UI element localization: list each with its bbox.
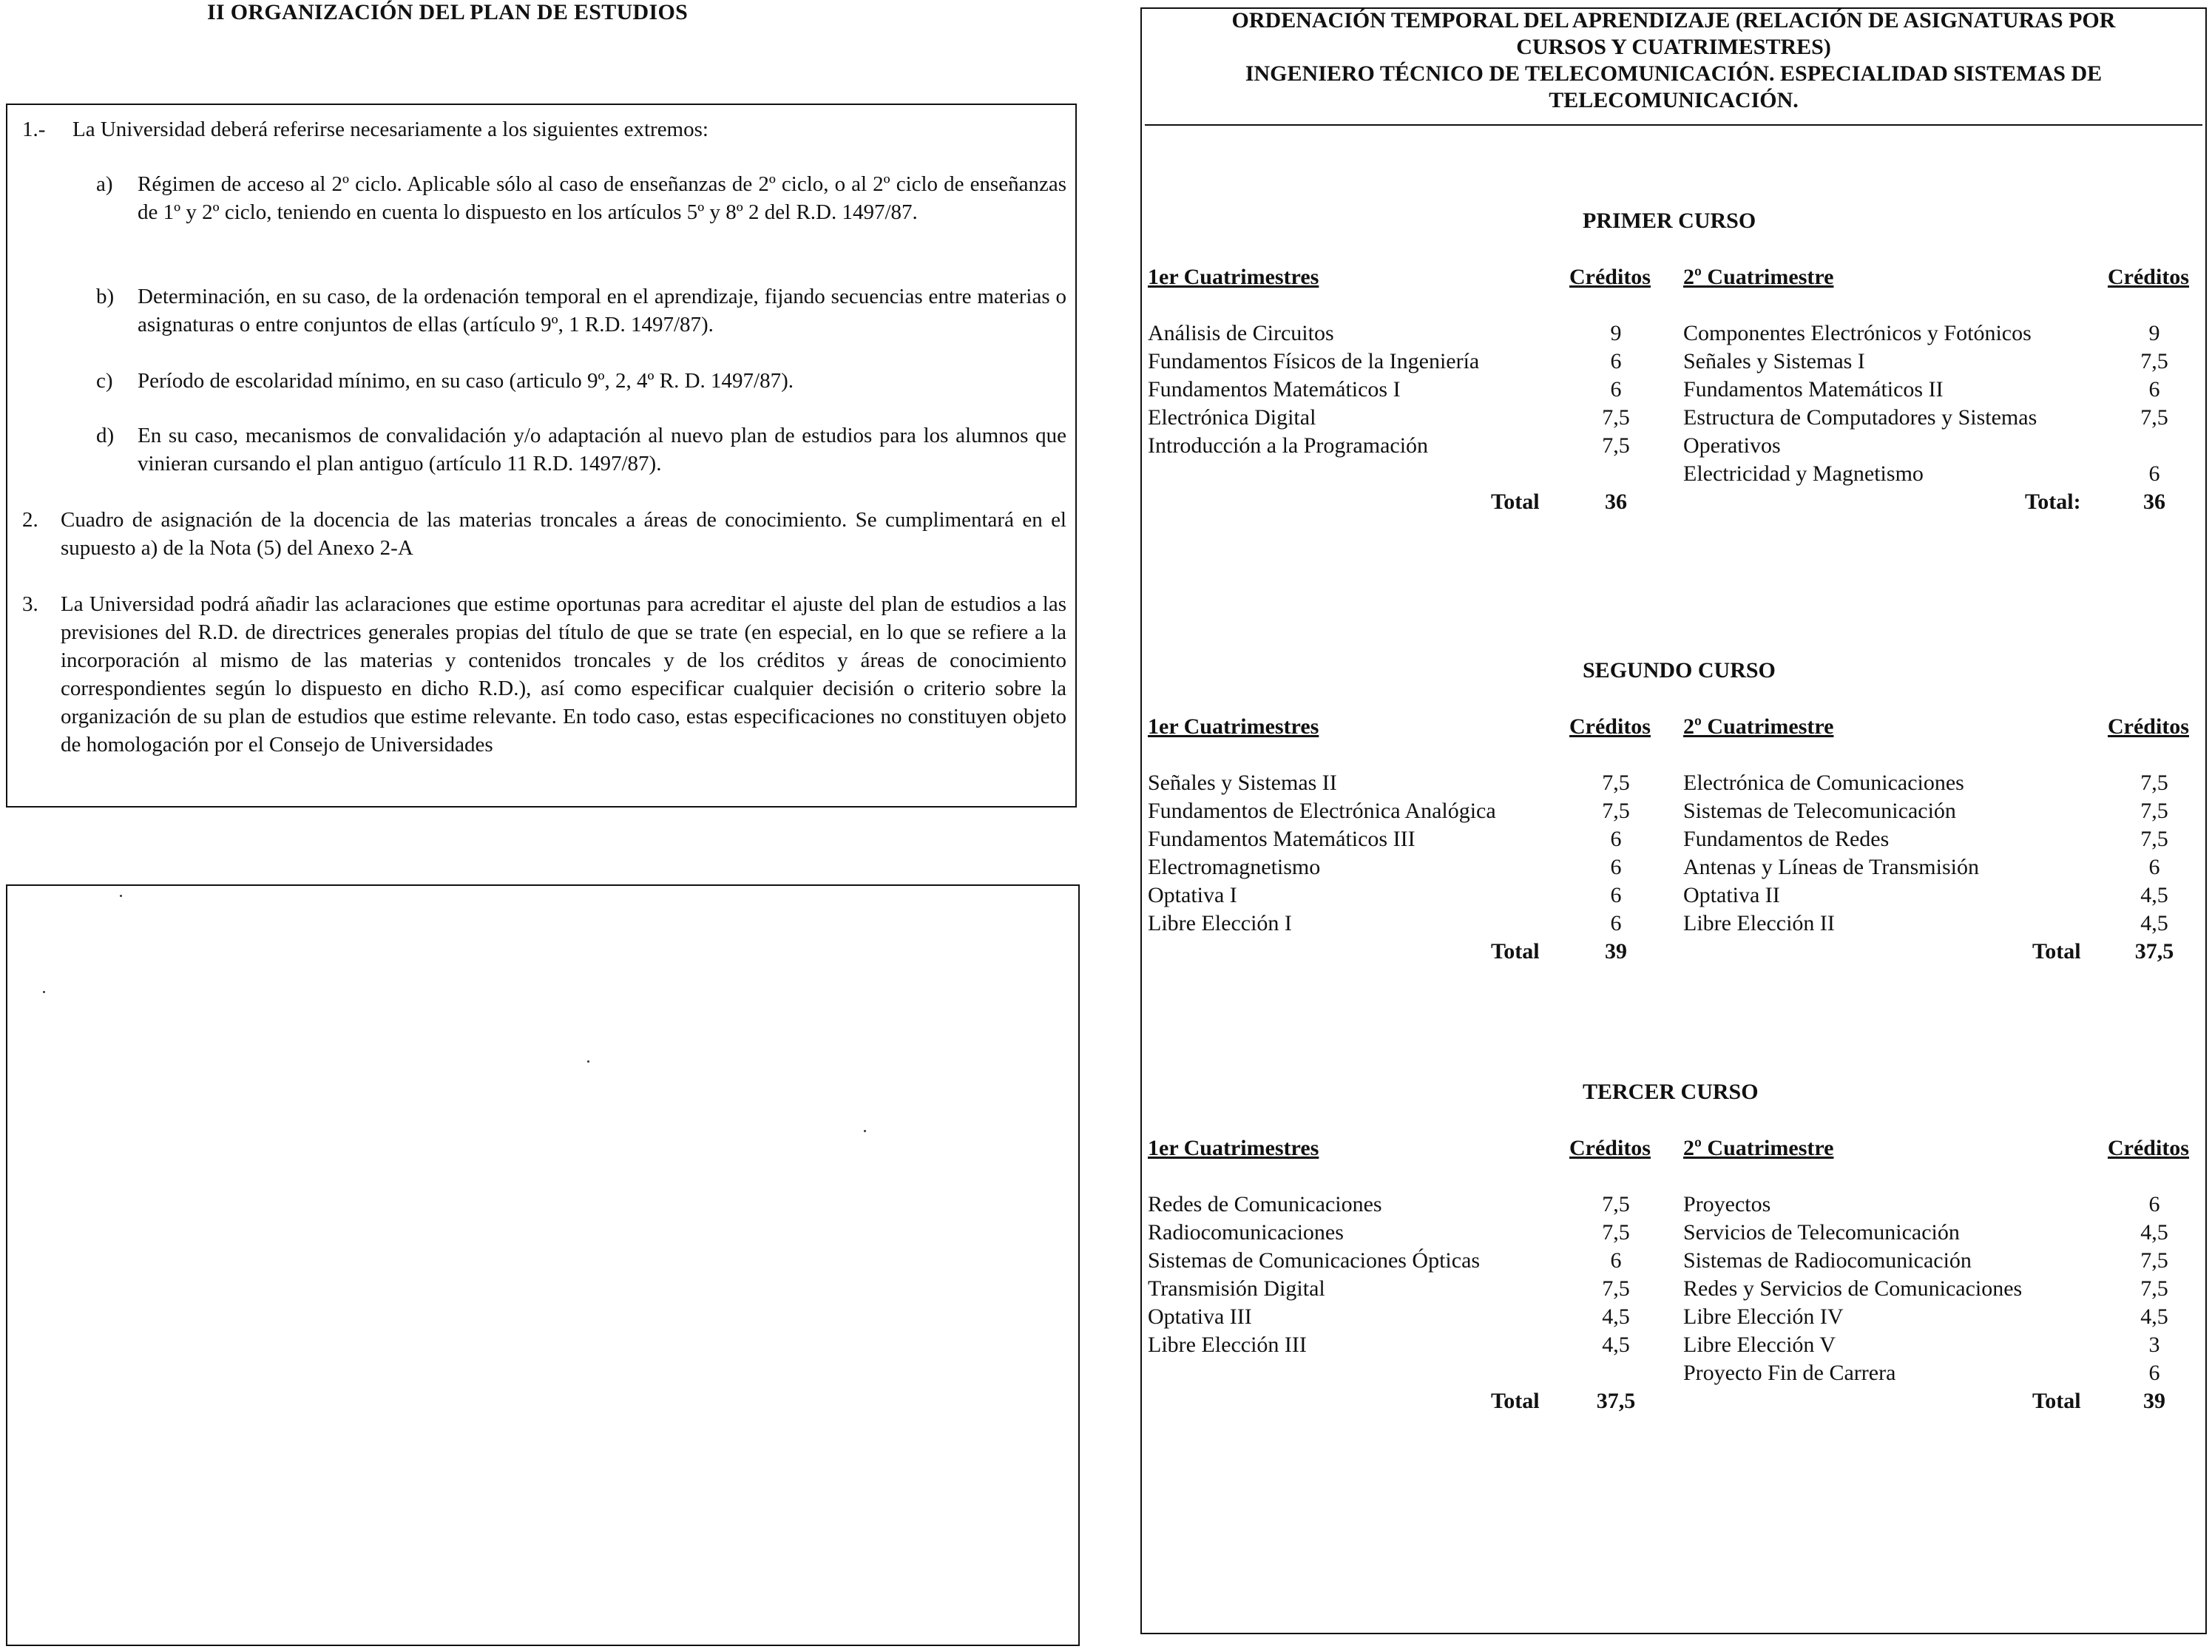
subject-credits: 4,5 xyxy=(1602,1333,1630,1357)
total-value: 39 xyxy=(1605,939,1627,964)
subject-name: Libre Elección II xyxy=(1683,911,1835,935)
subject-name: Fundamentos Matemáticos III xyxy=(1148,827,1416,851)
subject-credits: 6 xyxy=(2148,377,2160,402)
subject-name: Electrónica Digital xyxy=(1148,405,1316,430)
column-header-credits: Créditos xyxy=(1569,1136,1651,1160)
column-header-second-term: 2º Cuatrimestre xyxy=(1683,714,1834,739)
subject-credits: 4,5 xyxy=(2140,883,2168,907)
divider xyxy=(1145,124,2202,126)
subject-name: Fundamentos de Redes xyxy=(1683,827,1890,851)
subject-name: Sistemas de Radiocomunicación xyxy=(1683,1248,1972,1273)
subject-credits: 6 xyxy=(1610,377,1622,402)
subject-credits: 4,5 xyxy=(2140,911,2168,935)
subject-name: Análisis de Circuitos xyxy=(1148,321,1334,345)
total-value: 36 xyxy=(2143,490,2165,514)
column-header-first-term: 1er Cuatrimestres xyxy=(1148,1136,1319,1160)
subject-name: Fundamentos Matemáticos I xyxy=(1148,377,1401,402)
total-value: 37,5 xyxy=(2134,939,2174,964)
column-header-first-term: 1er Cuatrimestres xyxy=(1148,265,1319,289)
header-line-2: CURSOS Y CUATRIMESTRES) xyxy=(1516,35,1831,59)
item-1-number: 1.- xyxy=(22,118,46,141)
subject-credits: 7,5 xyxy=(2140,799,2168,823)
subject-credits: 6 xyxy=(2148,1192,2160,1216)
subject-credits: 7,5 xyxy=(1602,1276,1630,1301)
subject-credits: 4,5 xyxy=(1602,1304,1630,1329)
column-header-credits: Créditos xyxy=(2108,1136,2189,1160)
column-header-second-term: 2º Cuatrimestre xyxy=(1683,265,1834,289)
column-header-credits: Créditos xyxy=(2108,265,2189,289)
year-title: TERCER CURSO xyxy=(1583,1080,1759,1104)
schedule-header xyxy=(1140,7,2207,114)
subject-name: Fundamentos de Electrónica Analógica xyxy=(1148,799,1496,823)
subject-credits: 6 xyxy=(2148,855,2160,879)
speck xyxy=(43,991,45,993)
subject-credits: 7,5 xyxy=(2140,827,2168,851)
item-d-text: En su caso, mecanismos de convalidación y/o adaptación al nuevo plan de estudios para los alumnos que vinieran cursando el plan antiguo (artículo 11 R.D. 1497/87). xyxy=(138,424,1066,475)
subject-name: Proyecto Fin de Carrera xyxy=(1683,1361,1896,1385)
subject-credits: 6 xyxy=(1610,855,1622,879)
instructions-box xyxy=(6,104,1077,808)
subject-credits: 6 xyxy=(2148,1361,2160,1385)
total-value: 39 xyxy=(2143,1389,2165,1413)
header-line-4: TELECOMUNICACIÓN. xyxy=(1549,88,1799,112)
subject-credits: 6 xyxy=(1610,349,1622,373)
subject-credits: 6 xyxy=(1610,911,1622,935)
subject-credits: 6 xyxy=(1610,1248,1622,1273)
subject-name: Fundamentos Físicos de la Ingeniería xyxy=(1148,349,1480,373)
subject-name: Optativa III xyxy=(1148,1304,1252,1329)
subject-credits: 9 xyxy=(2148,321,2160,345)
item-a-text: Régimen de acceso al 2º ciclo. Aplicable sólo al caso de enseñanzas de 2º ciclo, o al 2º ciclo de enseñanzas de 1º y 2º ciclo, teniendo en cuenta lo dispuesto en los artículos 5º y 8º 2 del R.D. 1497/87. xyxy=(138,172,1066,224)
total-label: Total xyxy=(2032,1389,2081,1413)
subject-credits: 7,5 xyxy=(2140,1248,2168,1273)
item-3-text: La Universidad podrá añadir las aclaraciones que estime oportunas para acreditar el ajuste del plan de estudios a las previsiones del R.D. de directrices generales propias del título de que se trate (en especial, en lo que se refiere a la incorporación al mismo de las materias y contenidos troncales y de los créditos y áreas de conocimiento correspondientes según lo dispuesto en dicho R.D.), así como especificar cualquier decisión o criterio sobre la organización de su plan de estudios que estime relevante. En todo caso, estas especificaciones no constituyen objeto de homologación por el Consejo de Universidades xyxy=(61,592,1066,756)
year-title: PRIMER CURSO xyxy=(1583,209,1756,233)
subject-name: Optativa II xyxy=(1683,883,1780,907)
item-1-text: La Universidad deberá referirse necesariamente a los siguientes extremos: xyxy=(72,118,708,141)
total-label: Total xyxy=(1491,939,1540,964)
subject-name: Sistemas de Comunicaciones Ópticas xyxy=(1148,1248,1481,1273)
total-label: Total xyxy=(1491,1389,1540,1413)
subject-credits: 7,5 xyxy=(1602,799,1630,823)
subject-credits: 7,5 xyxy=(1602,1220,1630,1245)
header-line-1: ORDENACIÓN TEMPORAL DEL APRENDIZAJE (RELACIÓN DE ASIGNATURAS POR xyxy=(1231,8,2116,33)
speck xyxy=(587,1060,589,1063)
column-header-credits: Créditos xyxy=(1569,714,1651,739)
subject-credits: 7,5 xyxy=(1602,405,1630,430)
item-b-text: Determinación, en su caso, de la ordenación temporal en el aprendizaje, fijando secuencias entre materias o asignaturas o entre conjuntos de ellas (artículo 9º, 1 R.D. 1497/87). xyxy=(138,285,1066,336)
subject-credits: 6 xyxy=(2148,461,2160,486)
subject-name: Transmisión Digital xyxy=(1148,1276,1325,1301)
item-2-text: Cuadro de asignación de la docencia de las materias troncales a áreas de conocimiento. Se cumplimentará en el supuesto a) de la Nota (5) del Anexo 2-A xyxy=(61,508,1066,560)
subject-name: Redes y Servicios de Comunicaciones xyxy=(1683,1276,2023,1301)
total-value: 37,5 xyxy=(1596,1389,1636,1413)
subject-credits: 7,5 xyxy=(2140,349,2168,373)
item-d-label: d) xyxy=(96,424,115,447)
subject-name: Libre Elección IV xyxy=(1683,1304,1844,1329)
subject-credits: 7,5 xyxy=(2140,405,2168,430)
subject-name: Proyectos xyxy=(1683,1192,1771,1216)
subject-name: Sistemas de Telecomunicación xyxy=(1683,799,1956,823)
column-header-credits: Créditos xyxy=(1569,265,1651,289)
item-c-label: c) xyxy=(96,369,113,393)
item-3-number: 3. xyxy=(22,592,38,616)
subject-credits: 7,5 xyxy=(1602,1192,1630,1216)
subject-name: Libre Elección V xyxy=(1683,1333,1836,1357)
column-header-second-term: 2º Cuatrimestre xyxy=(1683,1136,1834,1160)
subject-name: Antenas y Líneas de Transmisión xyxy=(1683,855,1979,879)
subject-credits: 3 xyxy=(2148,1333,2160,1357)
subject-name: Estructura de Computadores y Sistemas xyxy=(1683,405,2037,430)
item-2-number: 2. xyxy=(22,508,38,532)
subject-name: Redes de Comunicaciones xyxy=(1148,1192,1382,1216)
speck xyxy=(864,1130,866,1132)
subject-credits: 7,5 xyxy=(1602,771,1630,795)
header-line-3: INGENIERO TÉCNICO DE TELECOMUNICACIÓN. ESPECIALIDAD SISTEMAS DE xyxy=(1245,61,2103,86)
total-value: 36 xyxy=(1605,490,1627,514)
subject-name: Señales y Sistemas II xyxy=(1148,771,1337,795)
total-label: Total xyxy=(2032,939,2081,964)
item-c-text: Período de escolaridad mínimo, en su caso (articulo 9º, 2, 4º R. D. 1497/87). xyxy=(138,369,794,393)
subject-credits: 4,5 xyxy=(2140,1304,2168,1329)
subject-name: Componentes Electrónicos y Fotónicos xyxy=(1683,321,2032,345)
section-title: II ORGANIZACIÓN DEL PLAN DE ESTUDIOS xyxy=(207,0,689,24)
column-header-credits: Créditos xyxy=(2108,714,2189,739)
subject-name: Libre Elección I xyxy=(1148,911,1292,935)
subject-name: Radiocomunicaciones xyxy=(1148,1220,1344,1245)
subject-name: Electrónica de Comunicaciones xyxy=(1683,771,1964,795)
subject-credits: 6 xyxy=(1610,883,1622,907)
total-label: Total xyxy=(1491,490,1540,514)
subject-name: Operativos xyxy=(1683,433,1781,458)
subject-credits: 9 xyxy=(1610,321,1622,345)
subject-name: Introducción a la Programación xyxy=(1148,433,1429,458)
subject-credits: 6 xyxy=(1610,827,1622,851)
speck xyxy=(120,895,122,897)
subject-name: Electricidad y Magnetismo xyxy=(1683,461,1924,486)
item-a-label: a) xyxy=(96,172,113,196)
subject-credits: 7,5 xyxy=(2140,1276,2168,1301)
subject-credits: 4,5 xyxy=(2140,1220,2168,1245)
subject-name: Servicios de Telecomunicación xyxy=(1683,1220,1960,1245)
subject-name: Fundamentos Matemáticos II xyxy=(1683,377,1944,402)
subject-name: Optativa I xyxy=(1148,883,1237,907)
subject-credits: 7,5 xyxy=(1602,433,1630,458)
total-label: Total: xyxy=(2025,490,2081,514)
subject-name: Libre Elección III xyxy=(1148,1333,1307,1357)
divider xyxy=(1140,1633,2207,1634)
year-title: SEGUNDO CURSO xyxy=(1583,658,1776,683)
empty-box xyxy=(6,884,1080,1646)
subject-credits: 7,5 xyxy=(2140,771,2168,795)
subject-name: Electromagnetismo xyxy=(1148,855,1321,879)
subject-name: Señales y Sistemas I xyxy=(1683,349,1865,373)
column-header-first-term: 1er Cuatrimestres xyxy=(1148,714,1319,739)
item-b-label: b) xyxy=(96,285,115,308)
